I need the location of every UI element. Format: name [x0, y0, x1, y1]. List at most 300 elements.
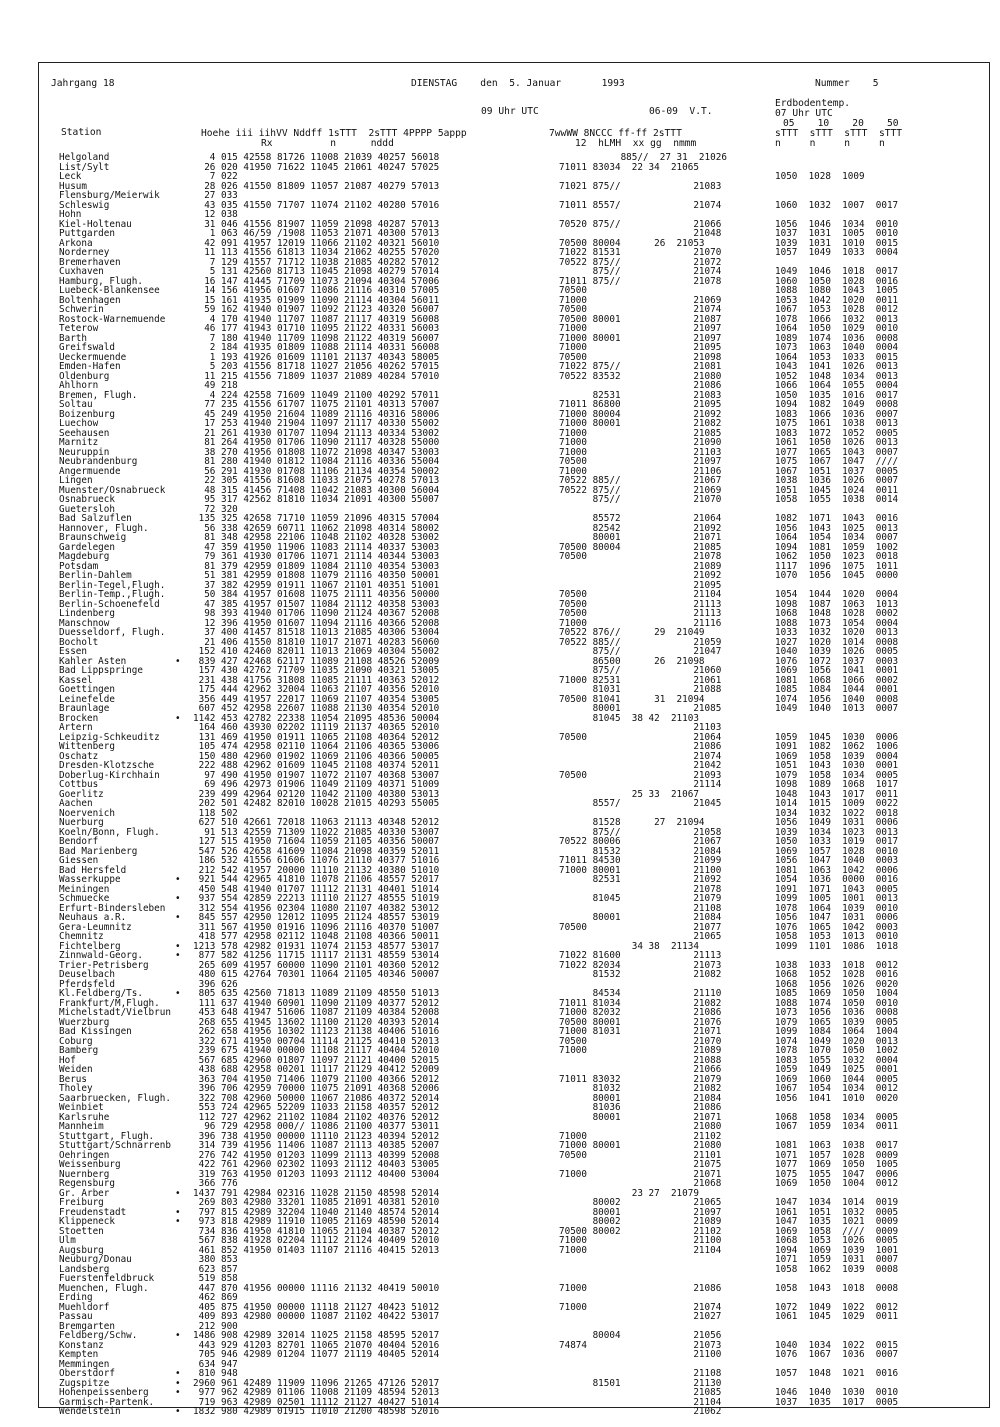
soil-temp-values: 1059 1045 1030 0006	[775, 731, 899, 743]
synop-values: 973 818 42989 11910 11005 21169 48590 52014	[193, 1216, 440, 1227]
station-name: Gr. Arber	[59, 1187, 110, 1199]
station-name: Meiningen	[59, 883, 110, 895]
soil-temp-values: 1083 1066 1036 0007	[775, 408, 899, 420]
soil-temp-values: 1062 1050 1023 0018	[775, 551, 899, 562]
period-values: 71011 86800 21095	[559, 399, 722, 410]
soil-temp-values: 1037 1035 1017 0005	[775, 1396, 899, 1408]
synop-values: 111 637 41940 60901 11090 21109 40377 52012	[193, 997, 440, 1009]
synop-values: 95 317 42562 81810 11034 21091 40300 55007	[193, 494, 440, 505]
soil-temp-values: 1068 1052 1028 0016	[775, 969, 899, 980]
table-row	[39, 1265, 989, 1275]
synop-values: 797 815 42989 32204 11040 21140 48574 52014	[193, 1206, 440, 1218]
soil-temp-values: 1094 1082 1049 0008	[775, 399, 899, 410]
period-values: 21114	[559, 779, 722, 790]
synop-values: 4 170 41940 11707 11087 21117 40319 56008	[193, 313, 440, 325]
synop-values: 7 129 41557 71712 11038 21085 40282 57012	[193, 256, 440, 268]
synop-values: 322 671 41950 00704 11114 21125 40410 52013	[193, 1035, 440, 1047]
soil-temp-values: 1098 1089 1068 1017	[775, 779, 899, 790]
mountain-station-marker-icon: •	[175, 940, 181, 952]
header-erdbodentemp: Erdbodentemp.	[775, 98, 851, 109]
station-name: Osnabrueck	[59, 494, 115, 505]
station-name: Weissenburg	[59, 1159, 121, 1170]
mountain-station-marker-icon: •	[175, 1368, 181, 1379]
soil-temp-values: 1038 1033 1018 0012	[775, 959, 899, 971]
station-name: Luechow	[59, 418, 99, 429]
station-name: Ulm	[59, 1235, 76, 1246]
station-name: Kl.Feldberg/Ts.	[59, 988, 143, 999]
report-sheet	[38, 62, 990, 1417]
period-values: 71000 21074	[559, 1301, 722, 1313]
period-values: 71000 80001 21100	[559, 864, 722, 876]
mountain-station-marker-icon: •	[175, 655, 181, 667]
station-name: Schleswig	[59, 199, 110, 211]
period-values: 21108	[559, 902, 722, 914]
period-values: 86500 26 21098	[559, 655, 705, 667]
mountain-station-marker-icon: •	[175, 712, 181, 724]
period-values: 25 33 21067	[559, 788, 699, 800]
soil-temp-values: 1078 1064 1039 0010	[775, 902, 899, 914]
synop-values: 734 836 41950 41810 11065 21104 40387 52012	[193, 1225, 440, 1237]
synop-values: 212 900	[193, 1320, 238, 1332]
station-name: Kempten	[59, 1349, 99, 1360]
synop-values: 7 180 41940 11709 11098 21122 40319 56007	[193, 332, 440, 344]
soil-temp-values: 1033 1032 1020 0013	[775, 627, 899, 638]
station-name: Teterow	[59, 323, 99, 334]
period-values: 81528 27 21094	[559, 817, 705, 828]
soil-temp-values: 1068 1056 1026 0020	[775, 978, 899, 990]
period-values: 81032 21082	[559, 1083, 722, 1094]
synop-values: 634 947	[193, 1358, 238, 1370]
synop-values: 719 963 42989 02501 11112 21127 40427 51014	[193, 1396, 440, 1408]
period-values: 80001 21071	[559, 1111, 722, 1123]
station-name: Freiburg	[59, 1197, 104, 1208]
synop-values: 231 438 41756 31808 11085 21111 40363 52012	[193, 674, 440, 686]
period-values: 71022 81531 21070	[559, 247, 722, 258]
station-name: Arkona	[59, 237, 93, 249]
synop-values: 42 091 41957 12019 11066 21102 40321 56010	[193, 237, 440, 249]
station-name: Ahlhorn	[59, 380, 99, 391]
station-name: Marnitz	[59, 437, 99, 448]
period-values: 70522 885// 21059	[559, 636, 722, 648]
period-values: 875// 21060	[559, 665, 722, 676]
header-06-09-vt: 06-09 V.T.	[649, 106, 713, 117]
synop-values: 623 857	[193, 1263, 238, 1275]
soil-temp-values: 1075 1055 1047 0006	[775, 1168, 899, 1180]
period-values: 71022 82034 21073	[559, 959, 722, 971]
period-values: 875// 21047	[559, 646, 722, 657]
period-values: 80002 21089	[559, 1216, 722, 1227]
table-row	[39, 1122, 989, 1132]
station-name: Muenster/Osnabrueck	[59, 484, 166, 496]
synop-values: 447 870 41956 00000 11116 21132 40419 50010	[193, 1282, 440, 1294]
synop-values: 7 022	[193, 171, 238, 182]
mountain-station-marker-icon: •	[175, 912, 181, 923]
header-main-2: Rx n nddd	[261, 138, 394, 149]
soil-temp-values: 1081 1063 1042 0006	[775, 864, 899, 876]
synop-values: 118 502	[193, 807, 238, 819]
station-name: Cottbus	[59, 779, 99, 790]
period-values: 70500 21113	[559, 598, 722, 610]
synop-values: 222 488 42962 01609 11045 21108 40374 52011	[193, 760, 440, 771]
soil-temp-values: 1083 1055 1032 0004	[775, 1054, 899, 1066]
period-values: 71000 21106	[559, 465, 722, 477]
soil-temp-values: 1057 1048 1021 0016	[775, 1368, 899, 1379]
period-values: 70520 875// 21066	[559, 218, 722, 230]
table-row	[39, 1398, 989, 1408]
period-values: 70500	[559, 285, 587, 296]
period-values: 71000 21090	[559, 437, 722, 448]
station-name: Neuruppin	[59, 446, 110, 458]
synop-values: 202 501 42482 82010 10028 21015 40293 55005	[193, 798, 440, 809]
station-name: Bendorf	[59, 836, 99, 847]
header-07-uhr: 07 Uhr UTC	[775, 108, 833, 119]
station-name: Artern	[59, 722, 93, 733]
period-values: 885// 27 31 21026	[559, 152, 727, 163]
table-row	[39, 571, 989, 581]
soil-temp-values: 1049 1040 1013 0007	[775, 703, 899, 714]
period-values: 21104	[559, 1396, 722, 1408]
synop-values: 96 729 42958 000// 11086 21100 40377 53011	[193, 1121, 440, 1132]
synop-values: 363 704 41950 71406 11079 21100 40366 52012	[193, 1073, 440, 1085]
soil-temp-values: 1078 1070 1050 1002	[775, 1045, 899, 1056]
period-values: 71011 8557/ 21074	[559, 199, 722, 211]
table-row	[39, 153, 989, 163]
synop-values: 157 430 42762 71709 11035 21090 40321 53005	[193, 665, 440, 676]
soil-temp-values: 1058 1053 1013 0010	[775, 931, 899, 942]
synop-values: 405 875 41950 00000 11118 21127 40423 51012	[193, 1301, 440, 1313]
synop-values: 150 480 42960 01902 11069 21106 40366 50005	[193, 750, 440, 762]
soil-temp-values: 1047 1035 1021 0009	[775, 1216, 899, 1227]
station-name: Leipzig-Schkeuditz	[59, 731, 160, 743]
synop-values: 28 026 41550 81809 11057 21087 40279 57013	[193, 180, 440, 192]
synop-values: 453 648 41947 51606 11087 21109 40384 52008	[193, 1007, 440, 1018]
synop-values: 2960 961 42489 11909 11096 21265 47126 52017	[193, 1377, 440, 1389]
period-values: 70522 83532 21080	[559, 370, 722, 382]
mountain-station-marker-icon: •	[175, 874, 181, 885]
table-row	[39, 1179, 989, 1189]
period-values: 71011 83032 21079	[559, 1073, 722, 1085]
period-values: 71000 82032 21086	[559, 1007, 722, 1018]
station-name: Bremgarten	[59, 1320, 115, 1332]
soil-temp-values: 1049 1046 1018 0017	[775, 266, 899, 277]
period-values: 21086	[559, 741, 722, 752]
synop-values: 810 948	[193, 1368, 238, 1379]
soil-temp-values: 1048 1043 1017 0011	[775, 788, 899, 800]
soil-temp-values: 1056 1041 1010 0020	[775, 1092, 899, 1104]
station-name: Gera-Leumnitz	[59, 921, 132, 933]
synop-values: 31 046 41556 81907 11059 21098 40287 57013	[193, 218, 440, 230]
period-values: 71000 21086	[559, 1282, 722, 1294]
station-name: Deuselbach	[59, 969, 115, 980]
table-row	[39, 172, 989, 182]
period-values: 71000 21085	[559, 427, 722, 439]
synop-values: 47 385 41957 01507 11084 21112 40358 53003	[193, 598, 440, 610]
station-name: Nuerburg	[59, 817, 104, 828]
period-values: 71000 80001 21082	[559, 418, 722, 429]
synop-values: 567 838 41928 02204 11112 21124 40409 52010	[193, 1235, 440, 1246]
station-name: Lindenberg	[59, 608, 115, 619]
period-values: 21065	[559, 931, 722, 942]
soil-temp-values: 1088 1073 1054 0004	[775, 617, 899, 629]
table-row	[39, 201, 989, 211]
soil-temp-values: 1069 1057 1028 0010	[775, 845, 899, 857]
period-values: 81036 21086	[559, 1102, 722, 1113]
synop-values: 16 147 41445 71709 11073 21094 40304 57006	[193, 275, 440, 287]
period-values: 70522 876// 29 21049	[559, 627, 705, 638]
synop-values: 607 452 42958 22607 11088 21130 40354 52010	[193, 703, 440, 714]
period-values: 70522 80006 21067	[559, 836, 722, 847]
period-values: 21042	[559, 760, 722, 771]
station-name: Konstanz	[59, 1339, 104, 1351]
synop-values: 268 655 41945 13602 11100 21120 40393 52014	[193, 1016, 440, 1028]
soil-temp-values: 1056 1047 1040 0003	[775, 855, 899, 866]
station-name: Husum	[59, 180, 87, 192]
synop-values: 1142 453 42782 22338 11054 21095 48536 50004	[193, 712, 440, 724]
station-name: Greifswald	[59, 342, 115, 353]
soil-temp-values: 1040 1034 1022 0015	[775, 1339, 899, 1351]
soil-temp-values: 1046 1040 1030 0010	[775, 1387, 899, 1398]
station-name: Oberstdorf	[59, 1368, 115, 1379]
station-name: Bremerhaven	[59, 256, 121, 268]
synop-values: 131 469 41950 01911 11065 21108 40364 52012	[193, 731, 440, 743]
period-values: 71000 21097	[559, 323, 722, 334]
station-name: Michelstadt/Vielbrun	[59, 1007, 171, 1018]
period-values: 71011 875// 21078	[559, 275, 722, 287]
station-name: Emden-Hafen	[59, 361, 121, 372]
soil-temp-values: 1076 1067 1036 0007	[775, 1349, 899, 1360]
soil-temp-values: 1043 1041 1026 0013	[775, 361, 899, 372]
header-station: Station	[61, 127, 102, 138]
station-name: Zugspitze	[59, 1377, 110, 1389]
period-values: 21100	[559, 1349, 722, 1360]
synop-values: 418 577 42958 02112 11048 21108 40366 50011	[193, 931, 440, 942]
soil-temp-values: 1074 1049 1020 0013	[775, 1035, 899, 1047]
station-name: Memmingen	[59, 1358, 110, 1370]
mountain-station-marker-icon: •	[175, 1377, 181, 1389]
station-name: Hohenpeissenberg	[59, 1387, 149, 1398]
station-name: Chemnitz	[59, 931, 104, 942]
period-values: 21095	[559, 579, 722, 591]
soil-temp-values: 1039 1031 1010 0015	[775, 237, 899, 249]
station-name: Neubrandenburg	[59, 456, 138, 467]
period-values: 82531 21083	[559, 389, 722, 401]
soil-temp-values: 1068 1053 1026 0005	[775, 1235, 899, 1246]
synop-values: 438 688 42958 00201 11117 21129 40412 52009	[193, 1064, 440, 1075]
station-name: Augsburg	[59, 1244, 104, 1256]
synop-values: 81 348 42958 22106 11048 21102 40328 53002	[193, 532, 440, 543]
period-values: 71000 21069	[559, 294, 722, 306]
synop-values: 81 280 41940 01812 11084 21116 40336 55004	[193, 456, 440, 467]
soil-temp-values: 1047 1034 1014 0019	[775, 1197, 899, 1208]
station-name: Dresden-Klotzsche	[59, 760, 155, 771]
synop-values: 79 361 41930 01706 11071 21114 40344 53003	[193, 551, 440, 562]
station-name: Nuernberg	[59, 1168, 110, 1180]
period-values: 80001 21085	[559, 703, 722, 714]
table-row	[39, 495, 989, 505]
soil-temp-values: 1050 1028 1009	[775, 171, 865, 182]
soil-temp-values: 1014 1015 1009 0022	[775, 798, 899, 809]
synop-values: 212 542 41957 20000 11110 21132 40380 51010	[193, 864, 440, 876]
synop-values: 112 727 42962 21102 11084 21102 40376 52012	[193, 1111, 440, 1123]
soil-temp-values: 1056 1049 1031 0006	[775, 817, 899, 828]
period-values: 80001 21084	[559, 1092, 722, 1104]
station-name: Aachen	[59, 798, 93, 809]
synop-values: 51 381 42959 01808 11079 21116 40350 50001	[193, 570, 440, 581]
synop-values: 845 557 42950 12012 11095 21124 48557 53019	[193, 912, 440, 923]
station-name: Braunlage	[59, 703, 110, 714]
station-name: Puttgarden	[59, 228, 115, 239]
period-values: 71000 21071	[559, 1168, 722, 1180]
period-values: 71000 21100	[559, 1235, 722, 1246]
station-name: Norderney	[59, 247, 110, 258]
period-values: 70500 21064	[559, 731, 722, 743]
mountain-station-marker-icon: •	[175, 1406, 181, 1417]
period-values: 21078	[559, 883, 722, 895]
station-name: Koeln/Bonn, Flugh.	[59, 826, 160, 838]
synop-values: 705 946 42989 01204 11077 21119 40405 52014	[193, 1349, 440, 1360]
soil-temp-values: 1067 1053 1028 0012	[775, 304, 899, 315]
synop-values: 239 675 41940 00000 11108 21117 40404 52010	[193, 1045, 440, 1056]
station-name: Klippeneck	[59, 1216, 115, 1227]
soil-temp-values: 1088 1080 1043 1005	[775, 285, 899, 296]
period-values: 81532 21082	[559, 969, 722, 980]
period-values: 70500 81041 31 21094	[559, 693, 705, 705]
synop-values: 37 382 42959 01911 11067 21101 40351 51001	[193, 579, 440, 591]
period-values: 21075	[559, 1159, 722, 1170]
station-name: Passau	[59, 1311, 93, 1322]
station-name: Hof	[59, 1054, 76, 1066]
station-name: Luebeck-Blankensee	[59, 285, 160, 296]
period-values: 70522 885// 21067	[559, 475, 722, 486]
period-values: 70500 80004 21085	[559, 541, 722, 553]
station-name: Goerlitz	[59, 788, 104, 800]
station-name: Angermuende	[59, 465, 121, 477]
soil-temp-values: 1064 1050 1029 0010	[775, 323, 899, 334]
soil-temp-values: 1067 1059 1034 0011	[775, 1121, 899, 1132]
station-name: Helgoland	[59, 152, 110, 163]
period-values: 81045 38 42 21103	[559, 712, 699, 724]
period-values: 81045 21079	[559, 893, 722, 904]
station-name: Ueckermuende	[59, 351, 127, 363]
station-name: Feldberg/Schw.	[59, 1330, 138, 1341]
synop-values: 38 270 41956 01808 11072 21098 40347 53003	[193, 446, 440, 458]
period-values: 70500 80001 21076	[559, 1016, 722, 1028]
period-values: 21092	[559, 570, 722, 581]
synop-values: 22 305 41556 81608 11033 21075 40278 57013	[193, 475, 440, 486]
synop-values: 48 315 41456 71408 11042 21083 40300 56004	[193, 484, 440, 496]
soil-temp-values: 1075 1067 1047 ////	[775, 456, 899, 467]
soil-temp-values: 1117 1096 1075 1011	[775, 560, 899, 572]
synop-values: 422 761 42960 02302 11093 21112 40403 53005	[193, 1159, 440, 1170]
station-name: Bad Kissingen	[59, 1026, 132, 1037]
synop-values: 69 496 42973 01906 11049 21109 40371 51009	[193, 779, 440, 790]
synop-values: 396 626	[193, 978, 238, 990]
soil-temp-values: 1056 1046 1034 0010	[775, 218, 899, 230]
station-name: Stoetten	[59, 1225, 104, 1237]
mountain-station-marker-icon: •	[175, 893, 181, 904]
period-values: 70500 80002 21102	[559, 1225, 722, 1237]
soil-temp-values: 1067 1054 1034 0012	[775, 1083, 899, 1094]
table-row	[39, 942, 989, 952]
soil-temp-values: 1058 1062 1039 0008	[775, 1263, 899, 1275]
soil-temp-values: 1051 1043 1030 0001	[775, 760, 899, 771]
station-name: Oldenburg	[59, 370, 110, 382]
station-name: Weiden	[59, 1064, 93, 1075]
synop-values: 152 410 42460 82011 11013 21069 40304 55002	[193, 646, 440, 657]
soil-temp-values: 1083 1072 1052 0005	[775, 427, 899, 439]
station-name: Wendelstein	[59, 1406, 121, 1417]
header-erd: sTTT sTTT sTTT sTTT	[775, 128, 903, 139]
station-name: Regensburg	[59, 1178, 115, 1189]
soil-temp-values: 1061 1051 1032 0005	[775, 1206, 899, 1218]
period-values: 71000 80001 21097	[559, 332, 722, 344]
soil-temp-values: 1040 1039 1026 0005	[775, 646, 899, 657]
table-row	[39, 1284, 989, 1294]
synop-values: 461 852 41950 01403 11107 21116 40415 52013	[193, 1244, 440, 1256]
soil-temp-values: 1056 1047 1031 0006	[775, 912, 899, 923]
period-values: 21103	[559, 722, 722, 733]
station-name: Weinbiet	[59, 1102, 104, 1113]
soil-temp-values: 1072 1049 1022 0012	[775, 1301, 899, 1313]
period-values: 71011 83034 22 34 21065	[559, 161, 699, 173]
synop-values: 26 020 41950 71622 11045 21061 40247 57025	[193, 161, 440, 173]
soil-temp-values: 1076 1065 1042 0003	[775, 921, 899, 933]
soil-temp-values: 1098 1087 1063 1013	[775, 598, 899, 610]
table-row	[39, 248, 989, 258]
soil-temp-values: 1034 1032 1022 0018	[775, 807, 899, 819]
synop-values: 921 544 42965 41810 11078 21106 48557 52017	[193, 874, 440, 885]
station-name: Schwerin	[59, 304, 104, 315]
period-values: 80001 21071	[559, 532, 722, 543]
station-name: Bad Hersfeld	[59, 864, 127, 876]
synop-values: 21 261 41930 01707 11094 21113 40334 53002	[193, 427, 440, 439]
station-name: Bad Salzuflen	[59, 513, 132, 524]
synop-values: 1 063 46/59 /1908 11053 21071 40300 57013	[193, 228, 440, 239]
synop-values: 15 161 41935 01909 11090 21114 40304 56011	[193, 294, 440, 306]
synop-values: 1213 578 42982 01931 11074 21153 48577 53017	[193, 940, 440, 952]
synop-values: 43 035 41550 71707 11074 21102 40280 57016	[193, 199, 440, 211]
synop-values: 450 548 41940 01707 11112 21131 40401 51014	[193, 883, 440, 895]
period-values: 21080	[559, 1121, 722, 1132]
station-name: Goettingen	[59, 684, 115, 695]
synop-values: 127 515 41950 71604 11059 21105 40356 50007	[193, 836, 440, 847]
synop-values: 11 113 41556 61813 11034 21062 40255 57020	[193, 247, 440, 258]
synop-values: 1437 791 42984 02316 11028 21150 48598 52014	[193, 1187, 440, 1199]
soil-temp-values: 1069 1056 1041 0001	[775, 665, 899, 676]
station-name: Bad Lippspringe	[59, 665, 143, 676]
station-name: Trier-Petrisberg	[59, 959, 149, 971]
synop-values: 45 249 41950 21604 11089 21116 40316 58006	[193, 408, 440, 420]
soil-temp-values: 1068 1058 1034 0005	[775, 1111, 899, 1123]
synop-values: 81 379 42959 01809 11084 21110 40354 53003	[193, 560, 440, 572]
period-values: 21066	[559, 1064, 722, 1075]
soil-temp-values: 1050 1033 1019 0017	[775, 836, 899, 847]
station-name: Berlin-Schoenefeld	[59, 598, 160, 610]
station-name: Schmuecke	[59, 893, 110, 904]
period-values: 21089	[559, 560, 722, 572]
period-values: 81501 21130	[559, 1377, 722, 1389]
synop-values: 547 526 42658 41609 11084 21098 40359 52011	[193, 845, 440, 857]
jahrgang-label: Jahrgang 18	[51, 78, 115, 89]
period-values: 81031 21088	[559, 684, 722, 695]
station-name: Seehausen	[59, 427, 110, 439]
period-values: 70500 21104	[559, 589, 722, 600]
synop-values: 49 218	[193, 380, 238, 391]
synop-values: 27 033	[193, 190, 238, 201]
soil-temp-values: 1077 1065 1043 0007	[775, 446, 899, 458]
period-values: 71000 21102	[559, 1130, 722, 1142]
period-values: 71011 81034 21082	[559, 997, 722, 1009]
